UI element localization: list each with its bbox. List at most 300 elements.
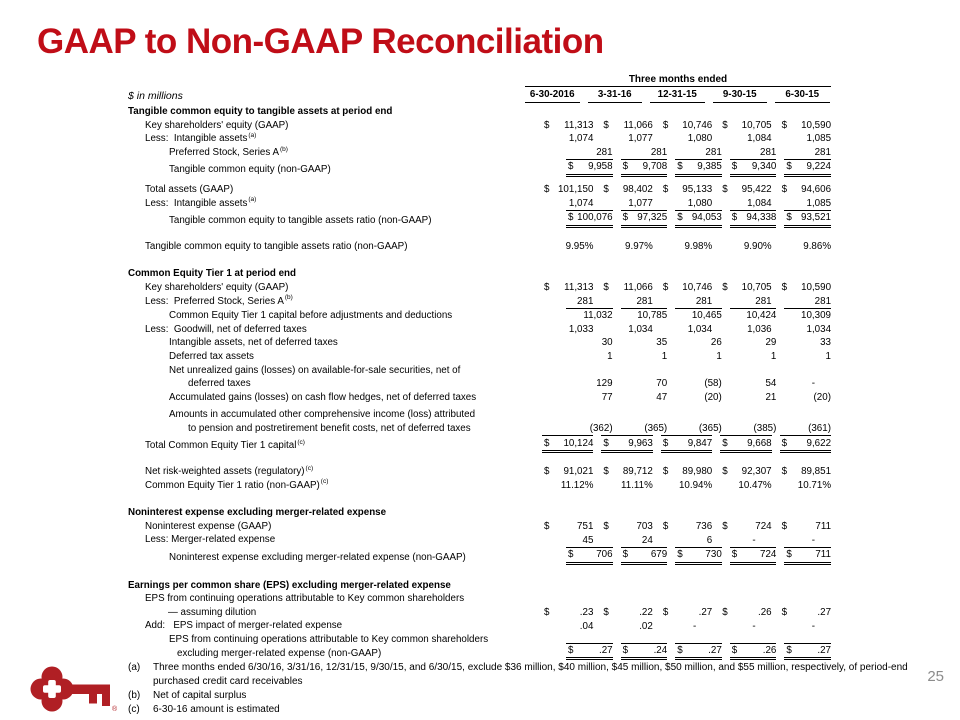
value-cell: [675, 308, 722, 323]
dollar-sign: $: [722, 119, 728, 131]
cell-value: 751: [577, 520, 594, 532]
cell-value: 91,021: [563, 466, 594, 478]
dollar-sign: $: [568, 161, 574, 173]
footnote-ref: (b): [284, 294, 293, 302]
cell-value: 9.86%: [803, 240, 832, 252]
dollar-sign: $: [662, 520, 669, 532]
dollar-sign: $: [544, 184, 550, 196]
value-cell: [566, 146, 613, 160]
dollar-sign: $: [722, 466, 728, 478]
dollar-sign: $: [722, 606, 728, 618]
cell-value: 95,133: [682, 184, 713, 196]
cell-value: 9,963: [628, 437, 653, 449]
cell-value: 35: [656, 337, 668, 349]
value-cell: [601, 295, 652, 309]
cell-value: -: [752, 534, 756, 546]
dollar-sign: $: [722, 437, 728, 449]
value-cell: [601, 435, 652, 453]
cell-value: 10,590: [801, 282, 832, 294]
dollar-sign: $: [603, 282, 609, 294]
value-cell: [780, 533, 831, 547]
dollar-sign: $: [603, 520, 609, 532]
cell-value: (385): [753, 422, 777, 434]
cell-value: -: [811, 534, 816, 546]
value-cell: [730, 159, 777, 177]
section-header-row: [128, 506, 831, 520]
row-label: Preferred Stock, Series $A^{(b)}$: [169, 145, 288, 158]
row-label: Less: Goodwill, net of deferred taxes: [145, 323, 307, 335]
value-cell: [542, 295, 593, 309]
value-cell: [566, 391, 613, 405]
value-cell: [784, 308, 831, 323]
row-label: Tangible common equity to tangible assets ratio (non-GAAP): [145, 240, 408, 252]
footnote-ref: (c): [305, 464, 314, 472]
table-row: [128, 132, 831, 146]
value-cell: [542, 520, 593, 534]
value-cell: [675, 210, 722, 228]
cell-value: 1,077: [628, 133, 653, 145]
value-cell: [601, 183, 652, 197]
cell-value: 281: [814, 295, 832, 307]
cell-value: 94,606: [801, 184, 832, 196]
value-cell: [780, 295, 831, 309]
row-label: Less: Intangible assets$^{(a)}$: [145, 131, 257, 145]
row-label: Intangible assets, net of deferred taxes: [169, 337, 338, 349]
value-cell: [601, 533, 652, 547]
value-cell: [720, 479, 771, 493]
value-cell: [661, 240, 712, 254]
row-label: Noninterest expense excluding merger-related expense: [128, 507, 387, 519]
cell-value: .27: [598, 644, 613, 656]
row-spacer: [128, 565, 831, 579]
value-cell: [621, 159, 668, 177]
cell-value: 1: [607, 351, 613, 362]
cell-value: 281: [755, 295, 772, 307]
cell-value: 10,746: [682, 119, 713, 131]
table-row: [128, 240, 831, 254]
cell-value: 29: [765, 337, 777, 349]
cell-value: 10,309: [801, 310, 831, 322]
cell-value: 93,521: [801, 212, 831, 224]
period-header: Three months ended: [525, 74, 831, 87]
row-label: Total assets (GAAP): [145, 183, 234, 195]
dollar-sign: $: [603, 119, 609, 131]
dollar-sign: $: [781, 466, 788, 478]
value-cell: [780, 619, 831, 633]
cell-value: 1: [661, 351, 668, 362]
cell-value: 711: [815, 520, 832, 532]
cell-value: .27: [817, 644, 831, 656]
cell-value: 47: [656, 391, 668, 403]
dollar-sign: $: [786, 212, 792, 224]
dollar-sign: $: [786, 161, 792, 173]
cell-value: 77: [601, 391, 613, 403]
key-logo-icon: [30, 666, 120, 718]
dollar-sign: $: [731, 549, 738, 561]
cell-value: .27: [698, 606, 713, 618]
cell-value: 10,785: [637, 310, 668, 322]
units-label: $ in millions: [128, 90, 183, 102]
row-label: Less: Merger-related expense: [145, 534, 276, 546]
cell-value: 11.12%: [560, 479, 594, 491]
cell-value: 10.71%: [797, 479, 832, 491]
value-cell: [621, 336, 668, 350]
dollar-sign: $: [544, 606, 550, 618]
cell-value: 6: [706, 534, 713, 546]
table-row: [128, 633, 831, 660]
value-cell: [720, 119, 771, 133]
value-cell: [675, 146, 722, 160]
column-header: 6-30-15: [775, 88, 830, 103]
table-row: [128, 479, 831, 493]
dollar-sign: $: [662, 119, 669, 131]
dollar-sign: $: [722, 282, 728, 294]
value-cell: [566, 336, 613, 350]
dollar-sign: $: [662, 466, 669, 478]
value-cell: [542, 606, 593, 620]
row-label: Tangible common equity to tangible assets ratio (non-GAAP): [169, 215, 432, 227]
dollar-sign: $: [622, 212, 629, 224]
cell-value: (58): [704, 378, 722, 390]
row-label-line2: to pension and postretirement benefit costs, net of deferred taxes: [188, 422, 471, 434]
row-label: Noninterest expense (GAAP): [145, 520, 272, 532]
value-cell: [621, 547, 668, 565]
value-cell: [566, 422, 613, 436]
value-cell: [780, 323, 831, 337]
value-cell: [784, 146, 831, 160]
cell-value: 9,385: [697, 161, 722, 173]
value-cell: [566, 547, 613, 565]
value-cell: [566, 377, 613, 391]
cell-value: 11,066: [623, 282, 653, 294]
value-cell: [720, 183, 771, 197]
cell-value: 679: [650, 549, 668, 561]
dollar-sign: $: [731, 212, 738, 224]
cell-value: 11.11%: [621, 479, 653, 491]
dollar-sign: $: [622, 644, 629, 656]
footnotes: [128, 661, 934, 717]
value-cell: [661, 479, 712, 493]
dollar-sign: $: [622, 161, 629, 173]
row-label: Common Equity Tier 1 at period end: [128, 268, 297, 280]
row-label: Key shareholders' equity (GAAP): [145, 281, 289, 293]
value-cell: [601, 465, 652, 479]
footnote-ref: (a): [248, 196, 257, 204]
value-cell: [780, 183, 831, 197]
value-cell: [621, 643, 668, 661]
dollar-sign: $: [662, 282, 669, 294]
dollar-sign: $: [781, 184, 788, 196]
value-cell: [566, 308, 613, 323]
cell-value: 21: [765, 391, 777, 403]
value-cell: [720, 240, 771, 254]
value-cell: [675, 159, 722, 177]
value-cell: [675, 391, 722, 405]
footnote-ref: (b): [280, 145, 288, 153]
cell-value: 11,313: [564, 282, 594, 294]
page-number: 25: [927, 668, 944, 685]
dollar-sign: $: [568, 644, 574, 656]
cell-value: 281: [577, 295, 594, 307]
footnote-text: Net of capital surplus: [153, 690, 247, 701]
column-header: 9-30-15: [713, 88, 768, 103]
cell-value: 10,705: [741, 282, 772, 294]
value-cell: [720, 520, 771, 534]
value-cell: [661, 281, 712, 295]
value-cell: [784, 643, 831, 661]
cell-value: 33: [820, 337, 831, 349]
cell-value: 92,307: [741, 466, 772, 478]
cell-value: 9.95%: [565, 240, 594, 252]
table-row: [128, 592, 831, 619]
footnote-ref: (c): [297, 439, 305, 447]
cell-value: 1,085: [806, 197, 832, 209]
cell-value: 1,034: [687, 323, 713, 335]
cell-value: 94,053: [691, 212, 722, 224]
cell-value: -: [752, 620, 756, 632]
dollar-sign: $: [786, 549, 792, 561]
cell-value: 10,424: [746, 310, 777, 322]
value-cell: [661, 606, 712, 620]
column-header: 6-30-2016: [525, 88, 580, 103]
cell-value: 98,402: [622, 184, 653, 196]
value-cell: [780, 606, 831, 620]
cell-value: 94,338: [746, 212, 777, 224]
cell-value: 129: [596, 378, 613, 390]
table-rows: [128, 105, 831, 660]
value-cell: [780, 119, 831, 133]
value-cell: [661, 295, 712, 309]
cell-value: 10,124: [563, 437, 594, 449]
cell-value: 45: [582, 534, 594, 546]
value-cell: [601, 281, 652, 295]
value-cell: [661, 197, 712, 211]
row-label: Net unrealized gains (losses) on available-for-sale securities, net of deferred taxes: [128, 364, 566, 391]
value-cell: [661, 619, 712, 633]
row-label: Common Equity Tier 1 capital before adjustments and deductions: [169, 310, 453, 322]
cell-value: 9,847: [687, 437, 713, 449]
row-spacer: [128, 253, 831, 267]
dollar-sign: $: [622, 549, 629, 561]
value-cell: [780, 132, 831, 146]
cell-value: 9.97%: [625, 240, 653, 252]
cell-value: .24: [653, 644, 668, 656]
value-cell: [621, 308, 668, 323]
footnote-text: Three months ended 6/30/16, 3/31/16, 12/31/15, 9/30/15, and 6/30/15, exclude $36 million, $40 million, $45 million, $50 million, and $55 million, respectively, of period-end purchased credit card receivables: [153, 662, 908, 687]
cell-value: .02: [639, 620, 653, 632]
cell-value: .23: [579, 606, 594, 618]
cell-value: 281: [650, 146, 668, 158]
dollar-sign: $: [677, 212, 683, 224]
dollar-sign: $: [603, 184, 609, 196]
cell-value: (362): [589, 422, 613, 434]
cell-value: 1: [716, 351, 722, 362]
cell-value: .04: [579, 620, 594, 632]
cell-value: 281: [695, 295, 713, 307]
column-header-row: [128, 88, 831, 103]
row-label: Add: EPS impact of merger-related expense: [145, 620, 343, 632]
dollar-sign: $: [722, 520, 728, 532]
value-cell: [675, 422, 722, 436]
cell-value: 724: [755, 520, 772, 532]
value-cell: [542, 240, 593, 254]
value-cell: [661, 533, 712, 547]
cell-value: 1,084: [747, 133, 772, 145]
value-cell: [566, 159, 613, 177]
dollar-sign: $: [544, 282, 550, 294]
cell-value: 11,032: [583, 310, 613, 322]
cell-value: 1,085: [806, 133, 832, 145]
row-label: Amounts in accumulated other comprehensive income (loss) attributed to pension and postretirement benefit costs, net of deferred taxes: [128, 408, 566, 435]
table-row: [128, 119, 831, 133]
cell-value: 10,705: [741, 119, 772, 131]
value-cell: [720, 619, 771, 633]
cell-value: 30: [601, 337, 613, 349]
cell-value: 281: [705, 146, 722, 158]
table-row: [128, 408, 831, 435]
dollar-sign: $: [603, 466, 609, 478]
value-cell: [661, 465, 712, 479]
cell-value: 10,590: [801, 119, 832, 131]
row-label: Accumulated gains (losses) on cash flow hedges, net of deferred taxes: [169, 391, 477, 403]
value-cell: [542, 197, 593, 211]
footnote-c: [128, 703, 934, 717]
table-row: [128, 435, 831, 453]
cell-value: .27: [708, 644, 722, 656]
value-cell: [601, 240, 652, 254]
value-cell: [621, 350, 668, 364]
value-cell: [730, 146, 777, 160]
value-cell: [730, 308, 777, 323]
table-row: [128, 295, 831, 309]
column-header: 12-31-15: [650, 88, 705, 103]
row-label-line2: deferred taxes: [188, 378, 251, 390]
value-cell: [601, 197, 652, 211]
cell-value: 1,034: [628, 323, 653, 335]
value-cell: [675, 377, 722, 391]
row-label: Net risk-weighted assets (regulatory)$^{(c)}$: [145, 464, 314, 478]
cell-value: (20): [813, 391, 831, 403]
dollar-sign: $: [781, 606, 788, 618]
cell-value: 101,150: [557, 184, 594, 196]
footnote-a: [128, 661, 934, 689]
value-cell: [601, 619, 652, 633]
cell-value: 1,077: [628, 197, 653, 209]
cell-value: .22: [639, 606, 653, 618]
value-cell: [542, 465, 593, 479]
cell-value: -: [692, 620, 697, 632]
value-cell: [621, 377, 668, 391]
value-cell: [661, 132, 712, 146]
cell-value: 11,313: [564, 119, 594, 131]
dollar-sign: $: [781, 282, 788, 294]
cell-value: 24: [641, 534, 653, 546]
cell-value: 10,746: [682, 282, 713, 294]
value-cell: [720, 132, 771, 146]
value-cell: [542, 183, 593, 197]
cell-value: 11,066: [623, 119, 653, 131]
cell-value: 703: [636, 520, 653, 532]
value-cell: [566, 210, 613, 228]
table-row: [128, 533, 831, 547]
value-cell: [730, 210, 777, 228]
row-label: Less: Preferred Stock, Series $A^{(b)}$: [145, 294, 293, 307]
cell-value: 89,712: [622, 466, 653, 478]
dollar-sign: $: [544, 119, 550, 131]
row-label: EPS from continuing operations attributable to Key common shareholders excluding merger-related expense (non-GAAP): [128, 633, 566, 660]
table-row: [128, 350, 831, 364]
cell-value: 730: [705, 549, 722, 561]
section-header-row: [128, 579, 831, 593]
dollar-sign: $: [786, 644, 792, 656]
value-cell: [730, 422, 777, 436]
cell-value: 70: [656, 378, 668, 390]
value-cell: [780, 520, 831, 534]
footnote-b: [128, 689, 934, 703]
value-cell: [784, 159, 831, 177]
cell-value: 10.94%: [678, 479, 713, 491]
table-row: [128, 159, 831, 177]
cell-value: 9.98%: [684, 240, 713, 252]
dollar-sign: $: [781, 119, 788, 131]
row-label-line2: — assuming dilution: [168, 606, 257, 618]
cell-value: 97,325: [637, 212, 668, 224]
cell-value: 1,080: [687, 133, 713, 145]
row-label: Less: Intangible assets$^{(a)}$: [145, 196, 257, 209]
value-cell: [784, 336, 831, 350]
value-cell: [542, 281, 593, 295]
value-cell: [720, 323, 771, 337]
cell-value: 9,340: [751, 161, 777, 173]
value-cell: [661, 183, 712, 197]
cell-value: (361): [808, 422, 831, 434]
value-cell: [601, 323, 652, 337]
value-cell: [621, 391, 668, 405]
cell-value: 281: [760, 146, 777, 158]
row-label: Common Equity Tier 1 ratio (non-GAAP)$^{(c)}$: [145, 478, 329, 491]
cell-value: 9,622: [806, 437, 832, 449]
dollar-sign: $: [662, 437, 669, 449]
table-row: [128, 146, 831, 160]
footnote-ref: (c): [320, 478, 329, 486]
cell-value: .26: [762, 644, 777, 656]
cell-value: 9,668: [747, 437, 772, 449]
cell-value: 1,074: [568, 133, 594, 145]
dollar-sign: $: [662, 184, 669, 196]
cell-value: 10,465: [691, 310, 722, 322]
dollar-sign: $: [568, 549, 574, 561]
value-cell: [621, 210, 668, 228]
cell-value: 9.90%: [743, 240, 772, 252]
footnote-marker: (b): [128, 690, 141, 701]
dollar-sign: $: [568, 212, 574, 224]
cell-value: 9,224: [806, 161, 831, 173]
table-row: [128, 183, 831, 197]
cell-value: 736: [695, 520, 713, 532]
period-header-row: [128, 74, 831, 87]
value-cell: [720, 435, 771, 453]
value-cell: [675, 336, 722, 350]
value-cell: [730, 336, 777, 350]
cell-value: 1,074: [568, 197, 594, 209]
cell-value: 281: [596, 146, 613, 158]
cell-value: 100,076: [577, 212, 613, 224]
cell-value: 1,036: [747, 323, 772, 335]
cell-value: 1,033: [568, 323, 594, 335]
value-cell: [542, 132, 593, 146]
registered-mark: ®: [112, 706, 118, 713]
cell-value: 711: [815, 549, 831, 561]
